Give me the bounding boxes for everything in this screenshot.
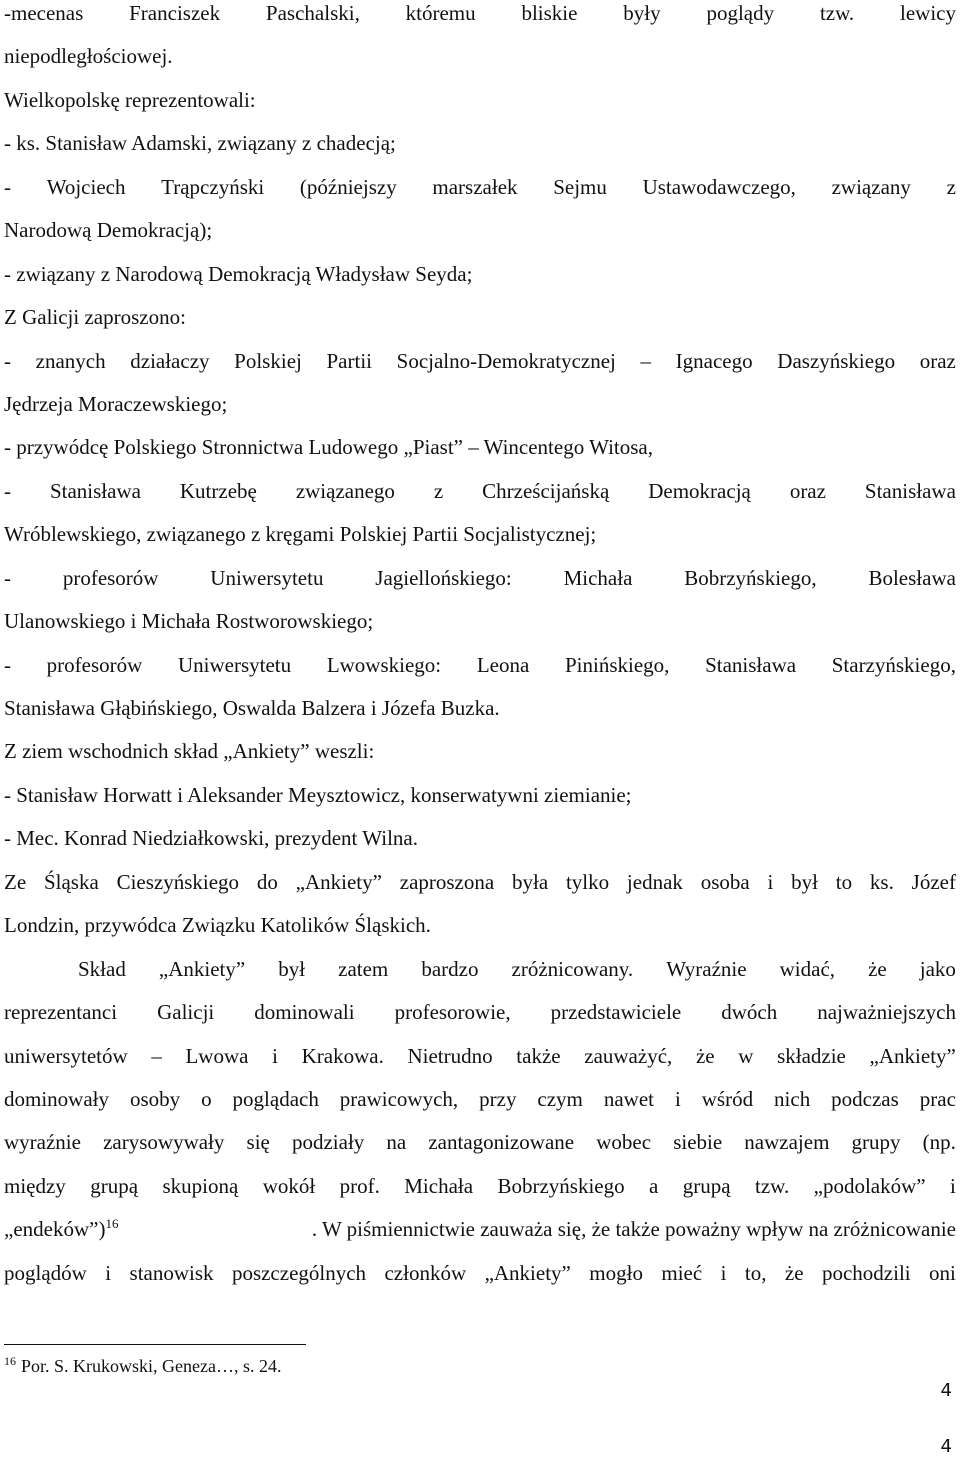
line-word: zróżnicowany. — [511, 956, 634, 981]
line-word: Wyraźnie — [666, 956, 747, 981]
line-word: do — [256, 869, 278, 894]
line-word: profesorów — [46, 652, 143, 677]
line-word: przy — [479, 1086, 517, 1111]
line-word: Starzyńskiego, — [831, 652, 956, 677]
line-word: poglądach — [232, 1086, 319, 1111]
line-word: wśród — [701, 1086, 754, 1111]
line-word: (np. — [922, 1130, 956, 1155]
line-word: i — [272, 1043, 278, 1068]
document-line: Wróblewskiego, związanego z kręgami Polskiej Partii Socjalistycznej; — [4, 522, 597, 547]
line-segment — [4, 1217, 118, 1259]
line-word: Bobrzyńskiego, — [684, 565, 817, 590]
line-word: Trąpczyński — [161, 174, 265, 199]
document-line — [4, 174, 956, 217]
line-word: dominowały — [4, 1086, 109, 1111]
document-line: - przywódcę Polskiego Stronnictwa Ludowego „Piast” – Wincentego Witosa, — [4, 435, 653, 460]
footnote-separator — [4, 1344, 306, 1345]
line-text-after-footnote: . W piśmiennictwie zauważa się, że także poważny wpływ na zróżnicowanie — [311, 1217, 956, 1242]
line-word: oni — [929, 1260, 956, 1285]
line-word: siebie — [673, 1130, 723, 1155]
line-word: Franciszek — [129, 1, 221, 25]
line-word: tzw. — [819, 1, 855, 25]
line-word: grupy — [851, 1130, 901, 1155]
document-line — [4, 0, 956, 43]
line-word: Nietrudno — [407, 1043, 493, 1068]
line-word: – — [151, 1043, 162, 1068]
document-line: - związany z Narodową Demokracją Władysław Seyda; — [4, 261, 473, 286]
document-line: Londzin, przywódca Związku Katolików Śląskich. — [4, 913, 431, 938]
line-word: Paschalski, — [265, 1, 360, 25]
line-word: Stanisława — [49, 478, 141, 503]
line-word: to, — [744, 1260, 767, 1285]
line-word: grupą — [682, 1173, 731, 1198]
line-word: między — [4, 1173, 66, 1198]
document-line — [4, 1173, 956, 1216]
line-word: i — [720, 1260, 727, 1285]
line-word: Bobrzyńskiego — [497, 1173, 625, 1198]
line-word: także — [516, 1043, 561, 1068]
footnote-text: Por. S. Krukowski, Geneza…, s. 24. — [21, 1356, 282, 1376]
line-word: zaproszona — [399, 869, 495, 894]
line-word: Michała — [404, 1173, 474, 1198]
line-word: Cieszyńskiego — [116, 869, 240, 894]
line-word: zarysowywały — [103, 1130, 225, 1155]
document-line — [4, 1216, 956, 1259]
line-word: Ignacego — [675, 348, 753, 373]
document-line — [4, 348, 956, 391]
line-word: Ze — [4, 869, 27, 894]
line-word: „Ankiety” — [484, 1260, 571, 1285]
document-line — [4, 565, 956, 608]
line-word: i — [950, 1173, 956, 1198]
line-word: bardzo — [421, 956, 479, 981]
line-word: poglądy — [706, 1, 775, 25]
line-word: Jagiellońskiego: — [375, 565, 512, 590]
document-line: Wielkopolskę reprezentowali: — [4, 87, 256, 112]
line-word: uniwersytetów — [4, 1043, 128, 1068]
line-word: jako — [919, 956, 956, 981]
document-line — [4, 999, 956, 1042]
line-word: oraz — [789, 478, 826, 503]
line-text-before-footnote: „endeków”) — [4, 1217, 106, 1242]
line-word: to — [835, 869, 853, 894]
line-word: Uniwersytetu — [210, 565, 324, 590]
document-line — [4, 1086, 956, 1129]
line-word: przedstawiciele — [550, 1000, 682, 1025]
line-word: Galicji — [157, 1000, 215, 1025]
line-word: Chrześcijańską — [482, 478, 610, 503]
footnote-reference: 16 — [105, 1216, 119, 1232]
line-word: profesorów — [62, 565, 159, 590]
line-word: i — [767, 869, 774, 894]
line-word: poszczególnych — [231, 1260, 367, 1285]
line-word: „podolaków” — [813, 1173, 926, 1198]
line-word: Lwowa — [185, 1043, 249, 1068]
line-word: podziały — [291, 1130, 365, 1155]
line-word: nawet — [603, 1086, 654, 1111]
line-word: tzw. — [755, 1173, 790, 1198]
line-word: i — [674, 1086, 681, 1111]
footnote-number: 16 — [4, 1354, 16, 1368]
document-line: Stanisława Głąbińskiego, Oswalda Balzera i Józefa Buzka. — [4, 696, 500, 720]
document-line — [4, 1043, 956, 1086]
line-word: (późniejszy — [299, 174, 397, 199]
line-word: któremu — [405, 1, 476, 25]
line-word: „Ankiety” — [158, 956, 246, 981]
line-word: znanych — [35, 348, 106, 373]
line-word: Polskiej — [234, 348, 302, 373]
line-word: Pinińskiego, — [564, 652, 670, 677]
line-word: Michała — [563, 565, 633, 590]
line-word: działaczy — [130, 348, 210, 373]
line-word: nich — [774, 1086, 811, 1111]
line-word: był — [791, 869, 818, 894]
line-word: o — [201, 1086, 212, 1111]
document-line — [4, 869, 956, 912]
line-word: członków — [384, 1260, 467, 1285]
line-word: że — [868, 956, 887, 981]
line-word: że — [695, 1043, 715, 1068]
line-word: Śląska — [43, 869, 99, 894]
line-word: mieć — [661, 1260, 703, 1285]
line-word: grupą — [90, 1173, 139, 1198]
line-word: pochodzili — [821, 1260, 911, 1285]
page-number: 4 — [940, 1380, 952, 1401]
line-word: wokół — [262, 1173, 316, 1198]
line-word: w — [738, 1043, 754, 1068]
line-word: że — [784, 1260, 804, 1285]
line-word: dominowali — [254, 1000, 355, 1025]
line-word: czym — [537, 1086, 583, 1111]
document-line: Z Galicji zaproszono: — [4, 305, 186, 330]
line-word: Józef — [911, 869, 956, 894]
line-word: zatem — [338, 956, 389, 981]
document-line — [4, 652, 956, 695]
line-word: najważniejszych — [817, 1000, 956, 1025]
page-number: 4 — [940, 1436, 952, 1457]
line-word: -mecenas — [4, 1, 84, 25]
line-word: Kutrzebę — [179, 478, 257, 503]
line-word: oraz — [919, 348, 956, 373]
document-line: - Mec. Konrad Niedziałkowski, prezydent Wilna. — [4, 826, 418, 851]
line-word: marszałek — [432, 174, 518, 199]
line-word: widać, — [779, 956, 836, 981]
line-word: - — [4, 565, 11, 590]
main-text — [4, 0, 956, 1303]
document-line: Z ziem wschodnich skład „Ankiety” weszli: — [4, 739, 375, 764]
line-word: na — [386, 1130, 407, 1155]
line-word: skupioną — [162, 1173, 239, 1198]
line-word: i — [105, 1260, 112, 1285]
line-word: się — [246, 1130, 270, 1155]
line-word: nawzajem — [744, 1130, 830, 1155]
line-word: związanego — [295, 478, 395, 503]
line-word: Stanisława — [705, 652, 797, 677]
line-word: Demokracją — [648, 478, 751, 503]
line-word: a — [649, 1173, 659, 1198]
document-line — [4, 956, 956, 999]
document-line: - ks. Stanisław Adamski, związany z chadecją; — [4, 131, 396, 156]
line-word: prawicowych, — [339, 1086, 459, 1111]
line-word: jednak — [626, 869, 683, 894]
line-word: stanowisk — [129, 1260, 214, 1285]
line-word: osoba — [700, 869, 750, 894]
line-word: była — [512, 869, 549, 894]
line-word: Bolesława — [868, 565, 956, 590]
line-word: „Ankiety” — [295, 869, 382, 894]
document-line: Narodową Demokracją); — [4, 218, 213, 243]
line-word: Partii — [326, 348, 372, 373]
document-line — [4, 1260, 956, 1303]
line-word: prof. — [339, 1173, 380, 1198]
line-word: dwóch — [721, 1000, 778, 1025]
document-line: - Stanisław Horwatt i Aleksander Meysztowicz, konserwatywni ziemianie; — [4, 782, 632, 807]
document-line — [4, 478, 956, 521]
line-word: - — [4, 478, 11, 503]
footnote — [4, 1355, 281, 1377]
line-word: tylko — [565, 869, 610, 894]
line-word: z — [433, 478, 444, 503]
line-word: „Ankiety” — [869, 1043, 956, 1068]
line-word: - — [4, 652, 11, 677]
line-word: – — [640, 348, 652, 373]
document-line: Ulanowskiego i Michała Rostworowskiego; — [4, 609, 374, 634]
line-word: ks. — [869, 869, 894, 894]
line-word: składzie — [777, 1043, 846, 1068]
document-line: Jędrzeja Moraczewskiego; — [4, 391, 228, 416]
document-page — [4, 0, 956, 1460]
line-word: Daszyńskiego — [777, 348, 896, 373]
line-word: był — [278, 956, 306, 981]
line-word: podczas — [831, 1086, 899, 1111]
line-word: - — [4, 348, 11, 373]
line-word: poglądów — [4, 1260, 87, 1285]
line-word: Stanisława — [864, 478, 956, 503]
line-word: wobec — [596, 1130, 652, 1155]
document-line — [4, 1129, 956, 1172]
line-word: bliskie — [521, 1, 578, 25]
line-word: Leona — [476, 652, 530, 677]
line-word: osoby — [129, 1086, 181, 1111]
line-word: mogło — [589, 1260, 643, 1285]
line-word: - — [4, 174, 11, 199]
line-word: lewicy — [900, 1, 956, 25]
line-word: Wojciech — [46, 174, 126, 199]
line-word: Krakowa. — [301, 1043, 384, 1068]
line-word: Socjalno-Demokratycznej — [396, 348, 616, 373]
line-word: wyraźnie — [4, 1130, 81, 1155]
line-word: Uniwersytetu — [177, 652, 292, 677]
line-word: Skład — [78, 956, 126, 981]
line-word: z — [946, 174, 956, 199]
line-word: zauważyć, — [584, 1043, 673, 1068]
line-word: Ustawodawczego, — [642, 174, 796, 199]
line-word: reprezentanci — [4, 1000, 118, 1025]
line-word: zantagonizowane — [428, 1130, 575, 1155]
line-word: Lwowskiego: — [326, 652, 442, 677]
line-word: prac — [919, 1086, 956, 1111]
line-word: profesorowie, — [394, 1000, 511, 1025]
line-word: były — [623, 1, 661, 25]
line-word: związany — [831, 174, 911, 199]
line-word: Sejmu — [553, 174, 607, 199]
document-line: niepodległościowej. — [4, 44, 173, 69]
